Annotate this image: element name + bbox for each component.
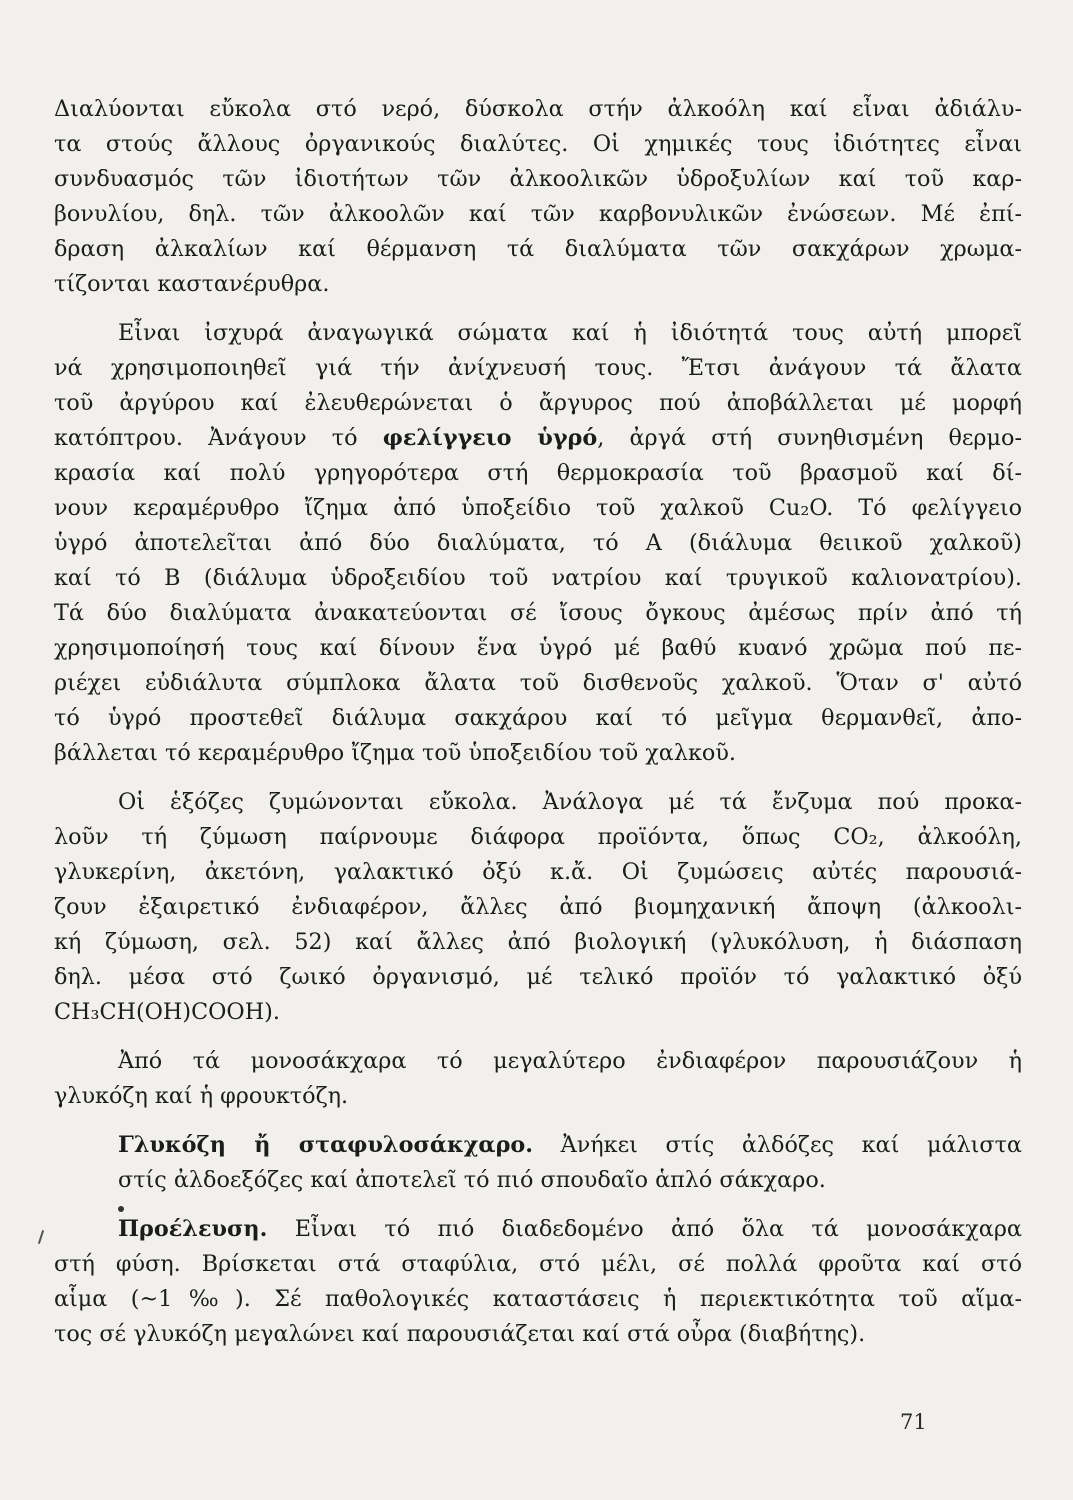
page-body	[54, 92, 1022, 1366]
paragraph-2	[54, 316, 1022, 771]
paragraph-5	[54, 1128, 1022, 1198]
text-line: βάλλεται τό κεραμέρυθρο ἴζημα τοῦ ὑποξειδίου τοῦ χαλκοῦ.	[54, 740, 736, 766]
text-line: ζουν ἐξαιρετικό ἐνδιαφέρον, ἄλλες ἀπό βιομηχανική ἄποψη (ἀλκοολι-	[54, 894, 1022, 920]
text-line: δραση ἀλκαλίων καί θέρμανση τά διαλύματα τῶν σακχάρων χρωμα-	[54, 236, 1022, 262]
text-line: νουν κεραμέρυθρο ἴζημα ἀπό ὑποξείδιο τοῦ χαλκοῦ Cu₂O. Τό φελίγγειο	[54, 495, 1022, 521]
ink-mark	[38, 1230, 44, 1244]
text-line: CH₃CH(OH)COOH).	[54, 999, 280, 1025]
paragraph-6	[54, 1212, 1022, 1352]
text-line: δηλ. μέσα στό ζωικό ὀργανισμό, μέ τελικό προϊόν τό γαλακτικό ὀξύ	[54, 964, 1022, 990]
text-line-bold-term: Γλυκόζη ἤ σταφυλοσάκχαρο. Ἀνήκει στίς ἀλδόζες καί μάλιστα	[118, 1132, 1022, 1158]
text-line: τό ὑγρό προστεθεῖ διάλυμα σακχάρου καί τό μεῖγμα θερμανθεῖ, ἀπο-	[54, 705, 1022, 731]
bold-term: Προέλευση.	[118, 1216, 268, 1242]
text-line: τος σέ γλυκόζη μεγαλώνει καί παρουσιάζεται καί στά οὖρα (διαβήτης).	[54, 1321, 866, 1347]
text-line: Διαλύονται εὔκολα στό νερό, δύσκολα στήν ἀλκοόλη καί εἶναι ἀδιάλυ-	[54, 96, 1022, 122]
text-line-bold-term: Προέλευση. Εἶναι τό πιό διαδεδομένο ἀπό ὅλα τά μονοσάκχαρα	[118, 1216, 1022, 1242]
text-line: βονυλίου, δηλ. τῶν ἀλκοολῶν καί τῶν καρβονυλικῶν ἐνώσεων. Μέ ἐπί-	[54, 201, 1022, 227]
text-line: νά χρησιμοποιηθεῖ γιά τήν ἀνίχνευσή τους. Ἔτσι ἀνάγουν τά ἄλατα	[54, 355, 1022, 381]
text-line: χρησιμοποίησή τους καί δίνουν ἕνα ὑγρό μέ βαθύ κυανό χρῶμα πού πε-	[54, 635, 1022, 661]
text-line: τοῦ ἀργύρου καί ἐλευθερώνεται ὁ ἄργυρος πού ἀποβάλλεται μέ μορφή	[54, 390, 1022, 416]
paragraph-4	[54, 1044, 1022, 1114]
text-line: κρασία καί πολύ γρηγορότερα στή θερμοκρασία τοῦ βρασμοῦ καί δί-	[54, 460, 1022, 486]
text-line: ὑγρό ἀποτελεῖται ἀπό δύο διαλύματα, τό Α (διάλυμα θειικοῦ χαλκοῦ)	[54, 530, 1022, 556]
text-line: Εἶναι ἰσχυρά ἀναγωγικά σώματα καί ἡ ἰδιότητά τους αὐτή μπορεῖ	[118, 320, 1022, 346]
text-line: συνδυασμός τῶν ἰδιοτήτων τῶν ἀλκοολικῶν ὑδροξυλίων καί τοῦ καρ-	[54, 166, 1022, 192]
ink-dot	[118, 1206, 124, 1212]
text-line: Ἀπό τά μονοσάκχαρα τό μεγαλύτερο ἐνδιαφέρον παρουσιάζουν ἡ	[118, 1048, 1022, 1074]
text-line: γλυκερίνη, ἀκετόνη, γαλακτικό ὀξύ κ.ἄ. Οἱ ζυμώσεις αὐτές παρουσιά-	[54, 859, 1022, 885]
paragraph-3	[54, 785, 1022, 1030]
text-line: Οἱ ἑξόζες ζυμώνονται εὔκολα. Ἀνάλογα μέ τά ἔνζυμα πού προκα-	[118, 789, 1022, 815]
text-line: αἷμα (~1‰). Σέ παθολογικές καταστάσεις ἡ περιεκτικότητα τοῦ αἵμα-	[54, 1286, 1022, 1312]
text-line: στίς ἀλδοεξόζες καί ἀποτελεῖ τό πιό σπουδαῖο ἁπλό σάκχαρο.	[118, 1167, 826, 1193]
page-number: 71	[900, 1410, 927, 1434]
text-line: κή ζύμωση, σελ. 52) καί ἄλλες ἀπό βιολογική (γλυκόλυση, ἡ διάσπαση	[54, 929, 1022, 955]
text-line: στή φύση. Βρίσκεται στά σταφύλια, στό μέλι, σέ πολλά φροῦτα καί στό	[54, 1251, 1022, 1277]
paragraph-1	[54, 92, 1022, 302]
bold-term: Γλυκόζη ἤ σταφυλοσάκχαρο.	[118, 1132, 534, 1158]
text-line: λοῦν τή ζύμωση παίρνουμε διάφορα προϊόντα, ὅπως CO₂, ἀλκοόλη,	[54, 824, 1022, 850]
text-line: καί τό Β (διάλυμα ὑδροξειδίου τοῦ νατρίου καί τρυγικοῦ καλιονατρίου).	[54, 565, 1022, 591]
text-line: Τά δύο διαλύματα ἀνακατεύονται σέ ἴσους ὄγκους ἀμέσως πρίν ἀπό τή	[54, 600, 1022, 626]
bold-term: φελίγγειο ὑγρό	[382, 425, 598, 451]
text-line: τίζονται καστανέρυθρα.	[54, 271, 330, 297]
text-line: ριέχει εὐδιάλυτα σύμπλοκα ἄλατα τοῦ δισθενοῦς χαλκοῦ. Ὅταν σ' αὐτό	[54, 670, 1022, 696]
text-line: τα στούς ἄλλους ὀργανικούς διαλύτες. Οἱ χημικές τους ἰδιότητες εἶναι	[54, 131, 1022, 157]
text-line-bold-term: κατόπτρου. Ἀνάγουν τό φελίγγειο ὑγρό, ἀργά στή συνηθισμένη θερμο-	[54, 425, 1022, 451]
text-line: γλυκόζη καί ἡ φρουκτόζη.	[54, 1083, 349, 1109]
